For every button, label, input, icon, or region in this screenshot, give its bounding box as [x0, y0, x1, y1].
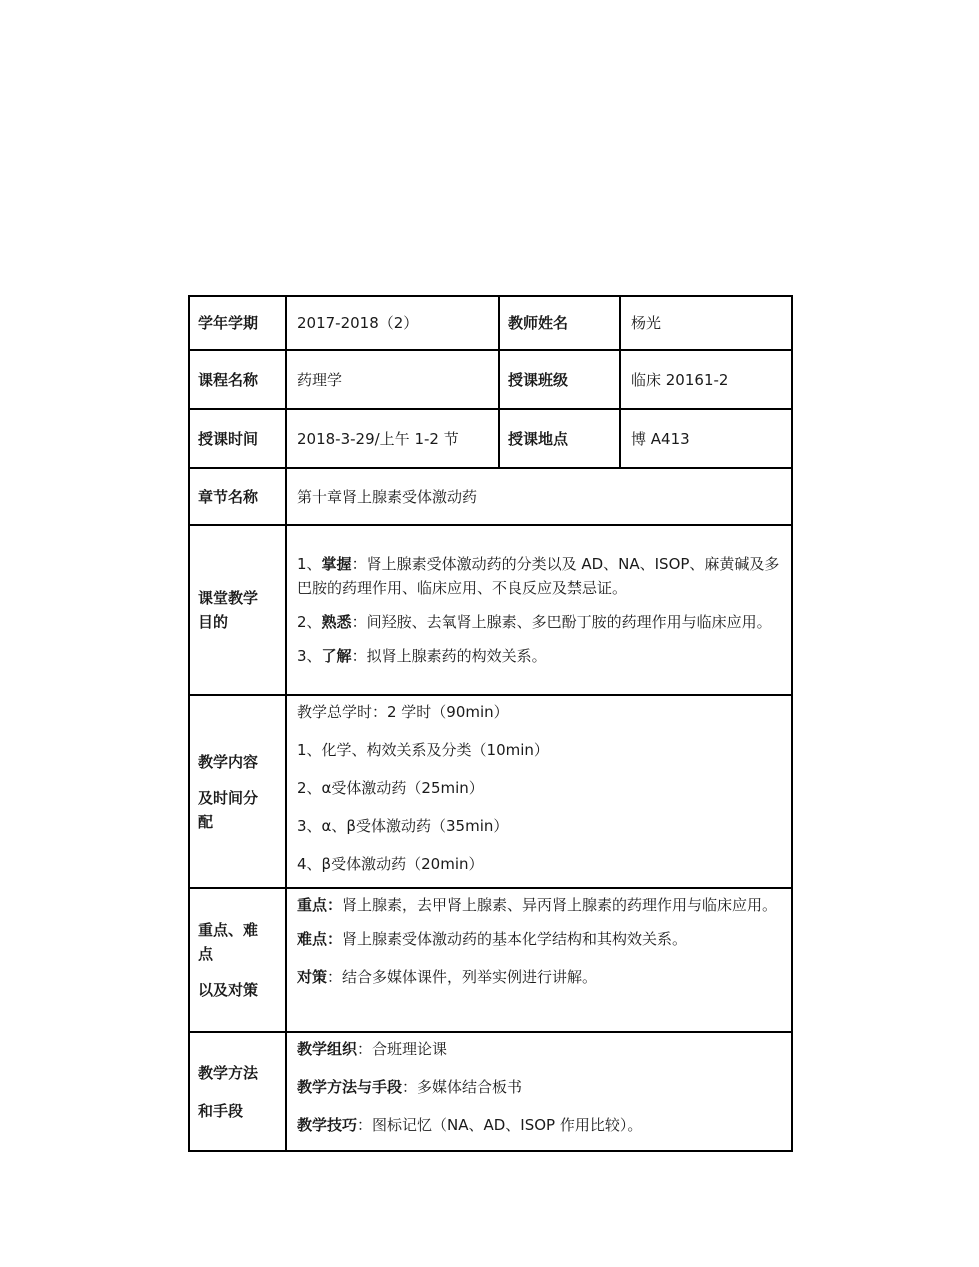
- content-item: 1、化学、构效关系及分类（10min）: [297, 741, 549, 759]
- keypoints-body: [286, 888, 792, 1032]
- keypoints-label-line3: 以及对策: [198, 981, 259, 999]
- class-value: 临床 20161-2: [620, 350, 792, 409]
- objective-item: 2、熟悉：间羟胺、去氧肾上腺素、多巴酚丁胺的药理作用与临床应用。: [297, 613, 772, 631]
- chapter-value: 第十章肾上腺素受体激动药: [286, 468, 792, 525]
- objectives-label-line1: 课堂教学: [198, 589, 259, 607]
- keypoints-label-line2: 点: [198, 945, 214, 963]
- methods-body: [286, 1032, 792, 1151]
- keypoints-label-line1: 重点、难: [198, 921, 259, 939]
- objective-item: 3、了解：拟肾上腺素药的构效关系。: [297, 647, 547, 665]
- content-label: [189, 695, 286, 888]
- content-item: 4、β受体激动药（20min）: [297, 855, 484, 873]
- keypoint-item: 对策：结合多媒体课件，列举实例进行讲解。: [297, 968, 598, 986]
- semester-label: 学年学期: [189, 296, 286, 350]
- content-label-line3: 配: [198, 812, 214, 831]
- teacher-label: 教师姓名: [499, 296, 620, 350]
- row-time: [189, 409, 792, 468]
- place-value: 博 A413: [620, 409, 792, 468]
- keypoint-item: 难点：肾上腺素受体激动药的基本化学结构和其构效关系。: [297, 930, 688, 948]
- row-semester: [189, 296, 792, 350]
- method-item: 教学组织：合班理论课: [297, 1040, 448, 1058]
- method-item: 教学技巧：图标记忆（NA、AD、ISOP 作用比较）。: [297, 1116, 643, 1134]
- content-item: 3、α、β受体激动药（35min）: [297, 817, 509, 835]
- method-item: 教学方法与手段：多媒体结合板书: [297, 1078, 523, 1096]
- row-chapter: [189, 468, 792, 525]
- content-item: 2、α受体激动药（25min）: [297, 779, 484, 797]
- lesson-plan-table: [188, 295, 793, 1152]
- keypoints-label: [189, 888, 286, 1032]
- row-content: [189, 695, 792, 888]
- methods-label-line2: 和手段: [198, 1101, 244, 1120]
- objectives-label: [189, 525, 286, 695]
- chapter-label: 章节名称: [189, 468, 286, 525]
- methods-label-line1: 教学方法: [198, 1063, 259, 1082]
- objective-item: 1、掌握：肾上腺素受体激动药的分类以及 AD、NA、ISOP、麻黄碱及多巴胺的药理作用、临床应用、不良反应及禁忌证。: [297, 555, 780, 597]
- content-body: [286, 695, 792, 888]
- time-value: 2018-3-29/上午 1-2 节: [286, 409, 499, 468]
- row-methods: [189, 1032, 792, 1151]
- place-label: 授课地点: [499, 409, 620, 468]
- teacher-value: 杨光: [620, 296, 792, 350]
- keypoint-item: 重点：肾上腺素，去甲肾上腺素、异丙肾上腺素的药理作用与临床应用。: [297, 896, 778, 914]
- row-keypoints: [189, 888, 792, 1032]
- course-label: 课程名称: [189, 350, 286, 409]
- time-label: 授课时间: [189, 409, 286, 468]
- content-label-line1: 教学内容: [198, 752, 259, 771]
- semester-value: 2017-2018（2）: [286, 296, 499, 350]
- course-value: 药理学: [286, 350, 499, 409]
- content-total: 教学总学时：2 学时（90min）: [297, 703, 509, 721]
- content-label-line2: 及时间分: [198, 788, 259, 807]
- objectives-content: [286, 525, 792, 695]
- row-course: [189, 350, 792, 409]
- methods-label: [189, 1032, 286, 1151]
- class-label: 授课班级: [499, 350, 620, 409]
- objectives-label-line2: 目的: [198, 613, 229, 631]
- row-objectives: [189, 525, 792, 695]
